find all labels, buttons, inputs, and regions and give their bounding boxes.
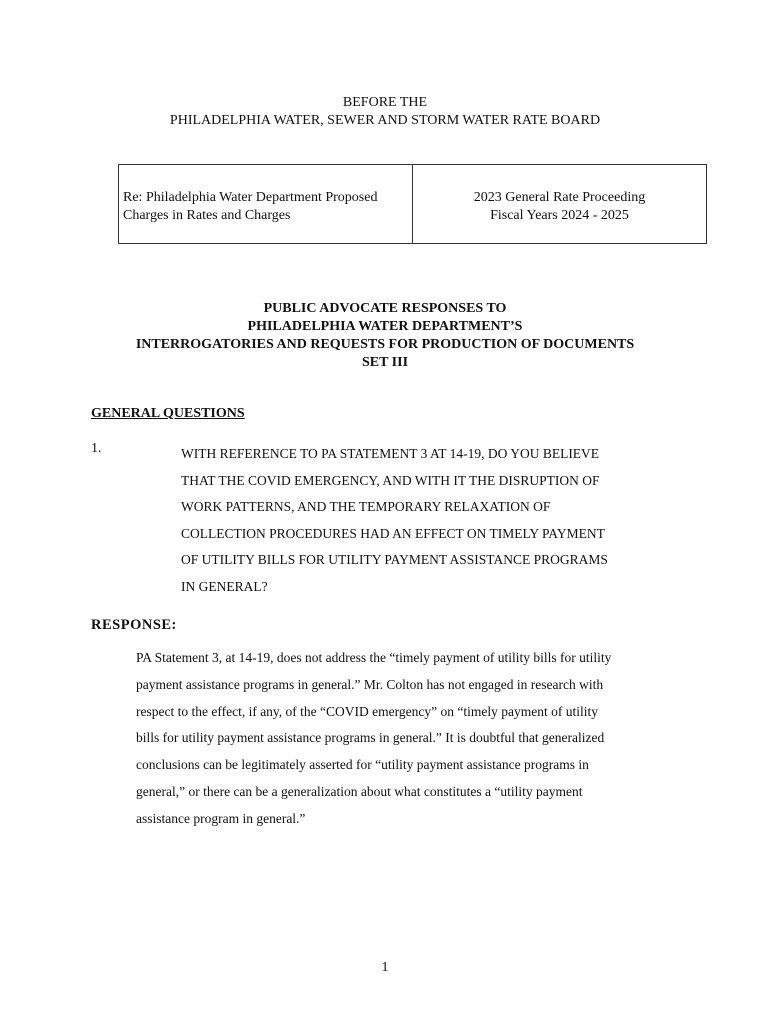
caption-matter-line-1: Re: Philadelphia Water Department Proposed (123, 190, 378, 205)
question-line: WITH REFERENCE TO PA STATEMENT 3 AT 14-19, DO YOU BELIEVE (181, 446, 600, 461)
response-line: assistance program in general.” (136, 810, 306, 826)
question-text (181, 441, 681, 600)
title-line-3: INTERROGATORIES AND REQUESTS FOR PRODUCTION OF DOCUMENTS (135, 337, 635, 352)
question-line: THAT THE COVID EMERGENCY, AND WITH IT THE DISRUPTION OF (181, 472, 600, 488)
title-line-4: SET III (361, 355, 409, 370)
caption-proceeding-line-2: Fiscal Years 2024 - 2025 (490, 208, 629, 223)
question-line: WORK PATTERNS, AND THE TEMPORARY RELAXATION OF (181, 499, 551, 514)
document-title (0, 300, 770, 372)
title-line-1: PUBLIC ADVOCATE RESPONSES TO (263, 301, 507, 316)
response-line: respect to the effect, if any, of the “COVID emergency” on “timely payment of utility (136, 703, 598, 719)
header-line-1: BEFORE THE (342, 95, 428, 110)
response-line: conclusions can be legitimately asserted for “utility payment assistance programs in (136, 757, 589, 773)
page-number: 1 (381, 960, 389, 975)
caption-proceeding-line-1: 2023 General Rate Proceeding (473, 190, 646, 205)
caption-matter-cell (119, 165, 413, 243)
question-line: OF UTILITY BILLS FOR UTILITY PAYMENT ASSISTANCE PROGRAMS (181, 552, 608, 567)
case-caption-table (118, 164, 707, 244)
header-line-2: PHILADELPHIA WATER, SEWER AND STORM WATER RATE BOARD (169, 113, 601, 128)
title-line-2: PHILADELPHIA WATER DEPARTMENT’S (247, 319, 523, 334)
response-line: PA Statement 3, at 14-19, does not address the “timely payment of utility bills for utility (136, 650, 612, 665)
caption-matter-line-2: Charges in Rates and Charges (123, 208, 291, 223)
response-line: general,” or there can be a generalization about what constitutes a “utility payment (136, 783, 583, 799)
question-line: COLLECTION PROCEDURES HAD AN EFFECT ON TIMELY PAYMENT (181, 525, 605, 541)
question-line: IN GENERAL? (181, 578, 268, 594)
section-heading: GENERAL QUESTIONS (91, 406, 245, 421)
question-number: 1. (91, 441, 102, 456)
response-text (136, 645, 696, 833)
response-label: RESPONSE: (91, 617, 177, 633)
response-line: payment assistance programs in general.” Mr. Colton has not engaged in research with (136, 676, 604, 692)
response-line: bills for utility payment assistance programs in general.” It is doubtful that generalized (136, 730, 605, 746)
caption-proceeding-cell (413, 165, 706, 243)
board-header (0, 94, 770, 130)
